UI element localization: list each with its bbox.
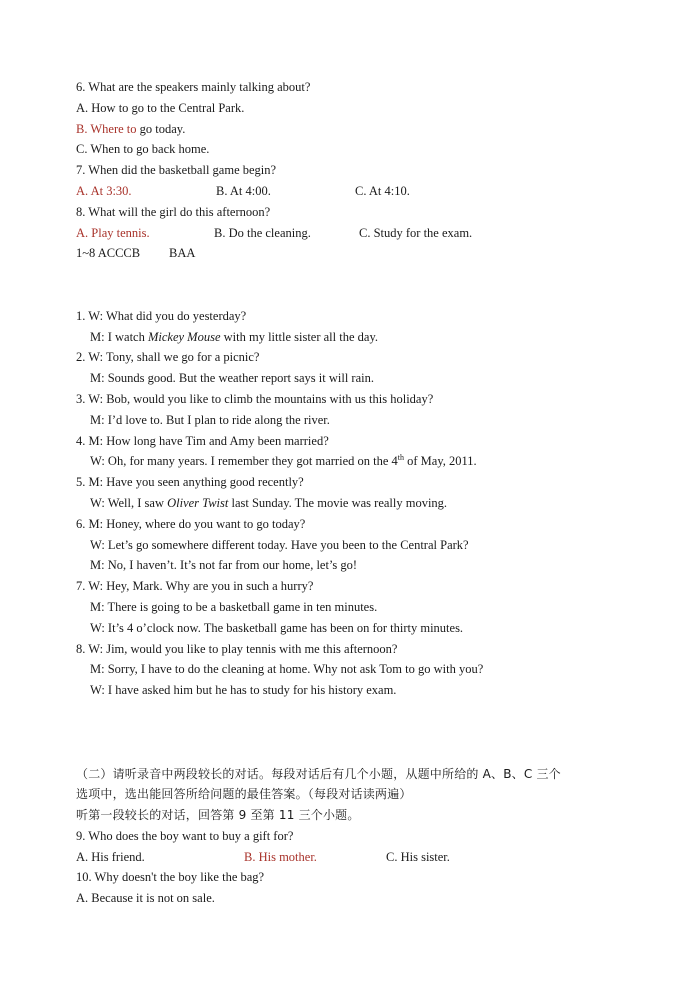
script-line: 4. M: How long have Tim and Amy been married? [76, 434, 329, 448]
sub-instruction: 听第一段较长的对话，回答第 9 至第 11 三个小题。 [76, 808, 360, 822]
option-10a: A. Because it is not on sale. [76, 891, 215, 905]
script-line: 7. W: Hey, Mark. Why are you in such a hurry? [76, 579, 314, 593]
script-line [90, 329, 378, 345]
answer-key-2: BAA [169, 246, 196, 260]
question-7: 7. When did the basketball game begin? [76, 163, 277, 177]
script-title-italic: Mickey Mouse [147, 330, 221, 344]
option-8c: C. Study for the exam. [359, 226, 473, 240]
option-7c: C. At 4:10. [355, 184, 410, 198]
script-line: 8. W: Jim, would you like to play tennis with me this afternoon? [76, 642, 398, 656]
script-line: W: I have asked him but he has to study for his history exam. [90, 683, 397, 697]
script-text: W: Well, I saw [90, 496, 168, 510]
option-7a: A. At 3:30. [76, 184, 132, 198]
script-title-italic: Oliver Twist [167, 496, 229, 510]
option-6c: C. When to go back home. [76, 142, 210, 156]
script-text: with my little sister all the day. [220, 330, 379, 344]
script-line: W: It’s 4 o’clock now. The basketball game has been on for thirty minutes. [90, 621, 464, 635]
script-line: W: Let’s go somewhere different today. Have you been to the Central Park? [90, 538, 469, 552]
script-text: last Sunday. The movie was really moving. [228, 496, 448, 510]
question-9: 9. Who does the boy want to buy a gift for? [76, 829, 294, 843]
section-heading: （二）请听录音中两段较长的对话。每段对话后有几个小题，从题中所给的 A、B、C 三个 [76, 767, 561, 781]
option-9b: B. His mother. [244, 850, 317, 864]
option-9a: A. His friend. [76, 850, 145, 864]
option-7b: B. At 4:00. [216, 184, 271, 198]
question-6: 6. What are the speakers mainly talking about? [76, 80, 311, 94]
script-line: M: There is going to be a basketball game in ten minutes. [90, 600, 378, 614]
question-8: 8. What will the girl do this afternoon? [76, 205, 271, 219]
script-superscript: th [397, 452, 404, 462]
script-text: M: I watch [90, 330, 148, 344]
answer-highlight: B. Where to [76, 122, 137, 136]
script-line: M: I’d love to. But I plan to ride along the river. [90, 413, 330, 427]
script-line: 3. W: Bob, would you like to climb the mountains with us this holiday? [76, 392, 434, 406]
script-line: M: Sorry, I have to do the cleaning at home. Why not ask Tom to go with you? [90, 662, 484, 676]
script-text: of May, 2011. [404, 454, 477, 468]
option-6a: A. How to go to the Central Park. [76, 101, 245, 115]
script-line: M: Sounds good. But the weather report says it will rain. [90, 371, 374, 385]
section-heading-cont: 选项中，选出能回答所给问题的最佳答案。（每段对话读两遍） [76, 787, 412, 801]
script-line: M: No, I haven’t. It’s not far from our home, let’s go! [90, 558, 358, 572]
option-6b-rest: go today. [136, 122, 186, 136]
question-10: 10. Why doesn't the boy like the bag? [76, 870, 265, 884]
script-line [90, 453, 477, 469]
option-8b: B. Do the cleaning. [214, 226, 311, 240]
option-9c: C. His sister. [386, 850, 450, 864]
script-text: W: Oh, for many years. I remember they got married on the 4 [90, 454, 398, 468]
option-8a: A. Play tennis. [76, 226, 150, 240]
script-line: 6. M: Honey, where do you want to go today? [76, 517, 306, 531]
answer-key: 1~8 ACCCB [76, 246, 141, 260]
script-line: 2. W: Tony, shall we go for a picnic? [76, 350, 260, 364]
option-6b [76, 121, 185, 137]
script-line: 5. M: Have you seen anything good recently? [76, 475, 304, 489]
script-line: 1. W: What did you do yesterday? [76, 309, 247, 323]
script-line [90, 495, 447, 511]
